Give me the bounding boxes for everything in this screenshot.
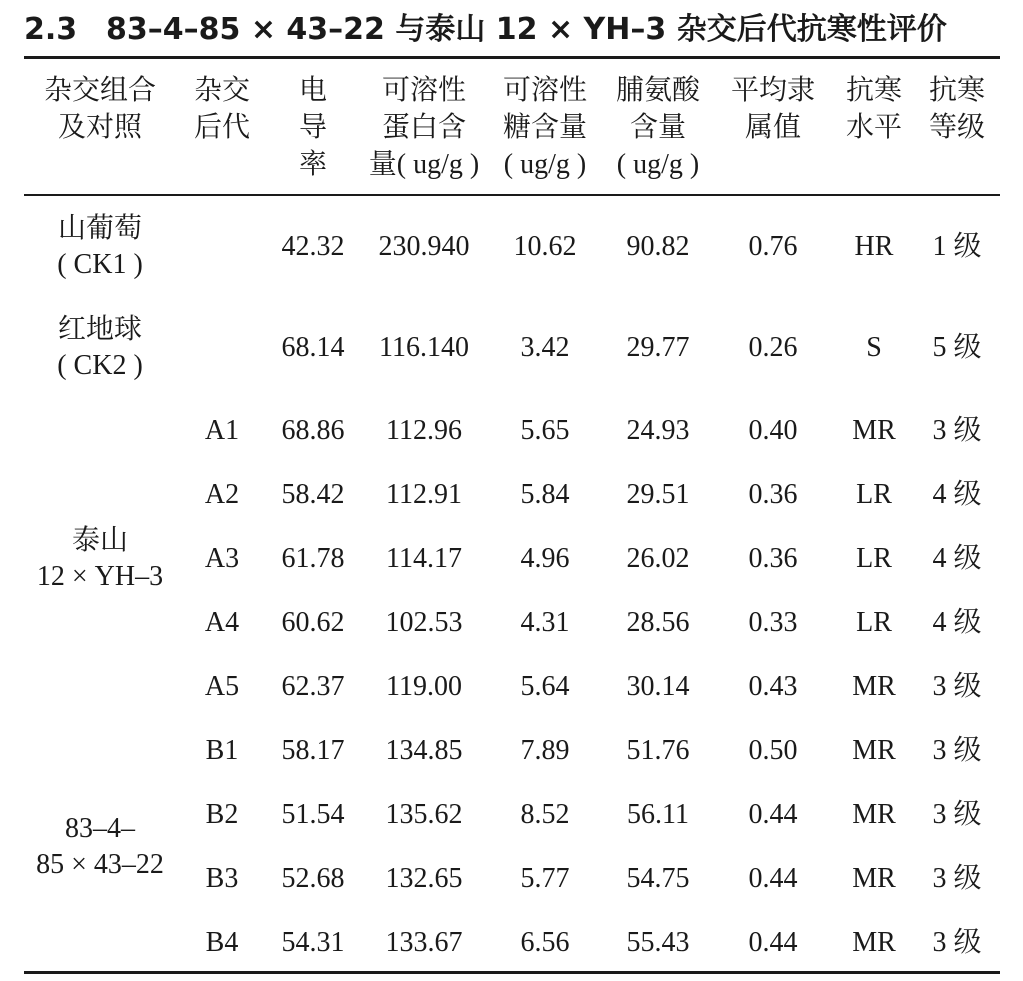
table-cell: 3 级	[932, 735, 982, 766]
table-cell: 58.42	[281, 479, 345, 510]
column-header: 抗寒 等级	[928, 75, 986, 143]
table-cell: 4.31	[520, 607, 570, 638]
column-header: 可溶性 蛋白含 量( ug/g )	[368, 75, 480, 180]
group-label: 83–4– 85 × 43–22	[36, 813, 164, 880]
table-cell: 56.11	[627, 799, 689, 830]
table-cell: MR	[852, 671, 896, 702]
table-cell: LR	[856, 543, 892, 574]
table-cell: 230.940	[378, 231, 470, 262]
table-cell: 0.40	[748, 415, 798, 446]
table-cell: A5	[204, 671, 240, 702]
table-cell: 3 级	[932, 863, 982, 894]
table-cell: 0.36	[748, 543, 798, 574]
table-cell: 0.33	[748, 607, 798, 638]
table-cell: 114.17	[386, 543, 462, 574]
section-title: 83–4–85 × 43–22 与泰山 12 × YH–3 杂交后代抗寒性评价	[106, 12, 947, 47]
table-cell: 135.62	[385, 799, 463, 830]
table-cell: 58.17	[281, 735, 345, 766]
table-cell: 5.65	[520, 415, 570, 446]
group-label: 泰山 12 × YH–3	[36, 525, 164, 592]
table-cell: 116.140	[379, 332, 469, 363]
table-cell: 102.53	[385, 607, 463, 638]
table-cell: 30.14	[626, 671, 690, 702]
table-cell: 112.96	[386, 415, 462, 446]
table-cell: 51.76	[626, 735, 690, 766]
table-cell: 24.93	[626, 415, 690, 446]
table-header-rule	[24, 194, 1000, 196]
table-cell: 10.62	[513, 231, 577, 262]
table-cell: 0.26	[748, 332, 798, 363]
table-cell: B4	[205, 927, 239, 958]
table-cell: 133.67	[385, 927, 463, 958]
table-cell: 3 级	[932, 671, 982, 702]
table-cell: LR	[856, 479, 892, 510]
table-cell: LR	[856, 607, 892, 638]
table-cell: 26.02	[626, 543, 690, 574]
table-cell: 68.14	[281, 332, 345, 363]
column-header: 杂交 后代	[193, 75, 251, 143]
table-cell: 55.43	[626, 927, 690, 958]
table-cell: 0.43	[748, 671, 798, 702]
table-cell: MR	[852, 735, 896, 766]
table-cell: 5 级	[932, 332, 982, 363]
table-cell: B1	[205, 735, 239, 766]
column-header: 平均隶 属值	[730, 75, 816, 143]
table-cell: 7.89	[520, 735, 570, 766]
table-cell: 6.56	[520, 927, 570, 958]
table-cell: 1 级	[932, 231, 982, 262]
table-cell: MR	[852, 415, 896, 446]
table-cell: 62.37	[281, 671, 345, 702]
table-cell: 5.64	[520, 671, 570, 702]
table-cell: S	[866, 332, 882, 363]
table-cell: 28.56	[626, 607, 690, 638]
table-cell: 0.44	[748, 927, 798, 958]
table-cell: 112.91	[386, 479, 462, 510]
column-header: 杂交组合 及对照	[43, 75, 157, 143]
table-cell: 5.77	[520, 863, 570, 894]
table-cell: 68.86	[281, 415, 345, 446]
table-cell: 4 级	[932, 479, 982, 510]
table-cell: HR	[854, 231, 894, 262]
table-cell: 3 级	[932, 799, 982, 830]
table-cell: 54.31	[281, 927, 345, 958]
table-cell: 0.44	[748, 863, 798, 894]
table-cell: B3	[205, 863, 239, 894]
table-cell: 0.44	[748, 799, 798, 830]
table-cell: 0.36	[748, 479, 798, 510]
table-cell: 60.62	[281, 607, 345, 638]
section-heading	[24, 4, 947, 48]
table-cell: 52.68	[281, 863, 345, 894]
table-cell: 132.65	[385, 863, 463, 894]
table-cell: A2	[204, 479, 240, 510]
table-cell: 5.84	[520, 479, 570, 510]
table-cell: A3	[204, 543, 240, 574]
table-top-rule	[24, 56, 1000, 59]
table-cell: 3.42	[520, 332, 570, 363]
table-cell: 134.85	[385, 735, 463, 766]
table-cell: 8.52	[520, 799, 570, 830]
table-cell: 29.77	[626, 332, 690, 363]
table-cell: 29.51	[626, 479, 690, 510]
table-cell: 4 级	[932, 543, 982, 574]
table-cell: 3 级	[932, 927, 982, 958]
table-cell: MR	[852, 799, 896, 830]
table-cell: B2	[205, 799, 239, 830]
table-cell: 0.50	[748, 735, 798, 766]
table-cell: 90.82	[626, 231, 690, 262]
table-cell: A4	[204, 607, 240, 638]
table-cell: 4.96	[520, 543, 570, 574]
table-cell: 3 级	[932, 415, 982, 446]
column-header: 脯氨酸 含量 ( ug/g )	[615, 75, 701, 180]
table-cell: 54.75	[626, 863, 690, 894]
table-cell: 0.76	[748, 231, 798, 262]
table-cell: 61.78	[281, 543, 345, 574]
column-header: 可溶性 糖含量 ( ug/g )	[502, 75, 588, 180]
table-cell: 51.54	[281, 799, 345, 830]
table-cell: A1	[204, 415, 240, 446]
column-header: 电 导 率	[298, 75, 328, 180]
table-cell: MR	[852, 927, 896, 958]
table-cell: 4 级	[932, 607, 982, 638]
section-number: 2.3	[24, 12, 78, 47]
table-bottom-rule	[24, 971, 1000, 974]
group-label: 红地球 ( CK2 )	[57, 314, 143, 381]
table-cell: MR	[852, 863, 896, 894]
table-cell: 119.00	[386, 671, 462, 702]
column-header: 抗寒 水平	[845, 75, 903, 143]
table-cell: 42.32	[281, 231, 345, 262]
group-label: 山葡萄 ( CK1 )	[57, 213, 143, 280]
